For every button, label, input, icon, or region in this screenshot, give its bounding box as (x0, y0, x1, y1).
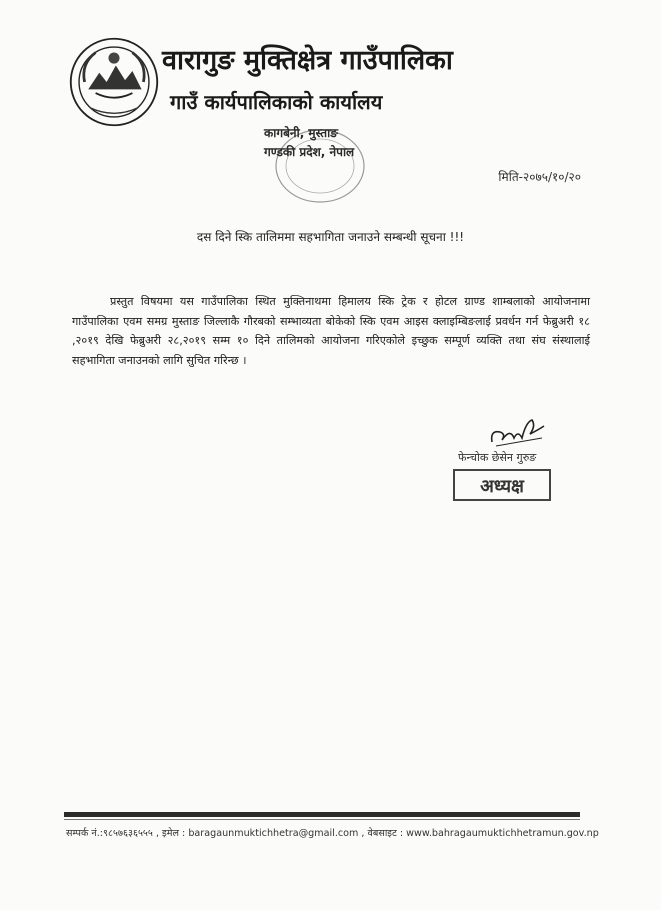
address-line-2: गण्डकी प्रदेश, नेपाल (264, 145, 355, 159)
org-name: वारागुङ मुक्तिक्षेत्र गाउँपालिका (162, 45, 453, 76)
office-name: गाउँ कार्यपालिकाको कार्यालय (170, 90, 383, 114)
address-line-1: कागबेनी, मुस्ताङ (264, 126, 338, 140)
footer-divider (64, 812, 580, 817)
stamp-text: अध्यक्ष (480, 476, 524, 497)
notice-body: प्रस्तुत विषयमा यस गाउँपालिका स्थित मुक्तिनाथमा हिमालय स्कि ट्रेक र होटल ग्राण्ड शाम्बलाको आयोजनामा गाउँपालिका एवम समग्र मुस्ताङ जिल्लाकै गौरबको सम्भाव्यता बोकेको स्कि एवम आइस क्लाइम्बिङलाई प्रवर्धन गर्न फेब्रुअरी १८ ,२०१९ देखि फेब्रुअरी २८,२०१९ सम्म १० दिने तालिमको आयोजना गरिएकोले इच्छुक सम्पूर्ण व्यक्ति तथा संघ संस्थालाई सहभागिता जनाउनको लागि सुचित गरिन्छ । (72, 295, 590, 367)
office-address (264, 124, 354, 162)
signature-icon (486, 408, 550, 450)
footer-divider-thin (64, 819, 580, 820)
municipality-emblem-icon (68, 36, 160, 128)
letter-date: मिति-२०७५/१०/२० (498, 170, 581, 184)
footer-contact: सम्पर्क नं.:९८५७६३६५५५ , इमेल : baragaunmuktichhetra@gmail.com , वेबसाइट : www.bahragaumuktichhetramun.gov.np (66, 828, 599, 839)
notice-subject: दस दिने स्कि तालिममा सहभागिता जनाउने सम्बन्धी सूचना !!! (196, 230, 465, 244)
chairperson-stamp-icon (452, 468, 552, 502)
signatory-name: फेन्चोक छेसेन गुरुङ (458, 451, 537, 464)
